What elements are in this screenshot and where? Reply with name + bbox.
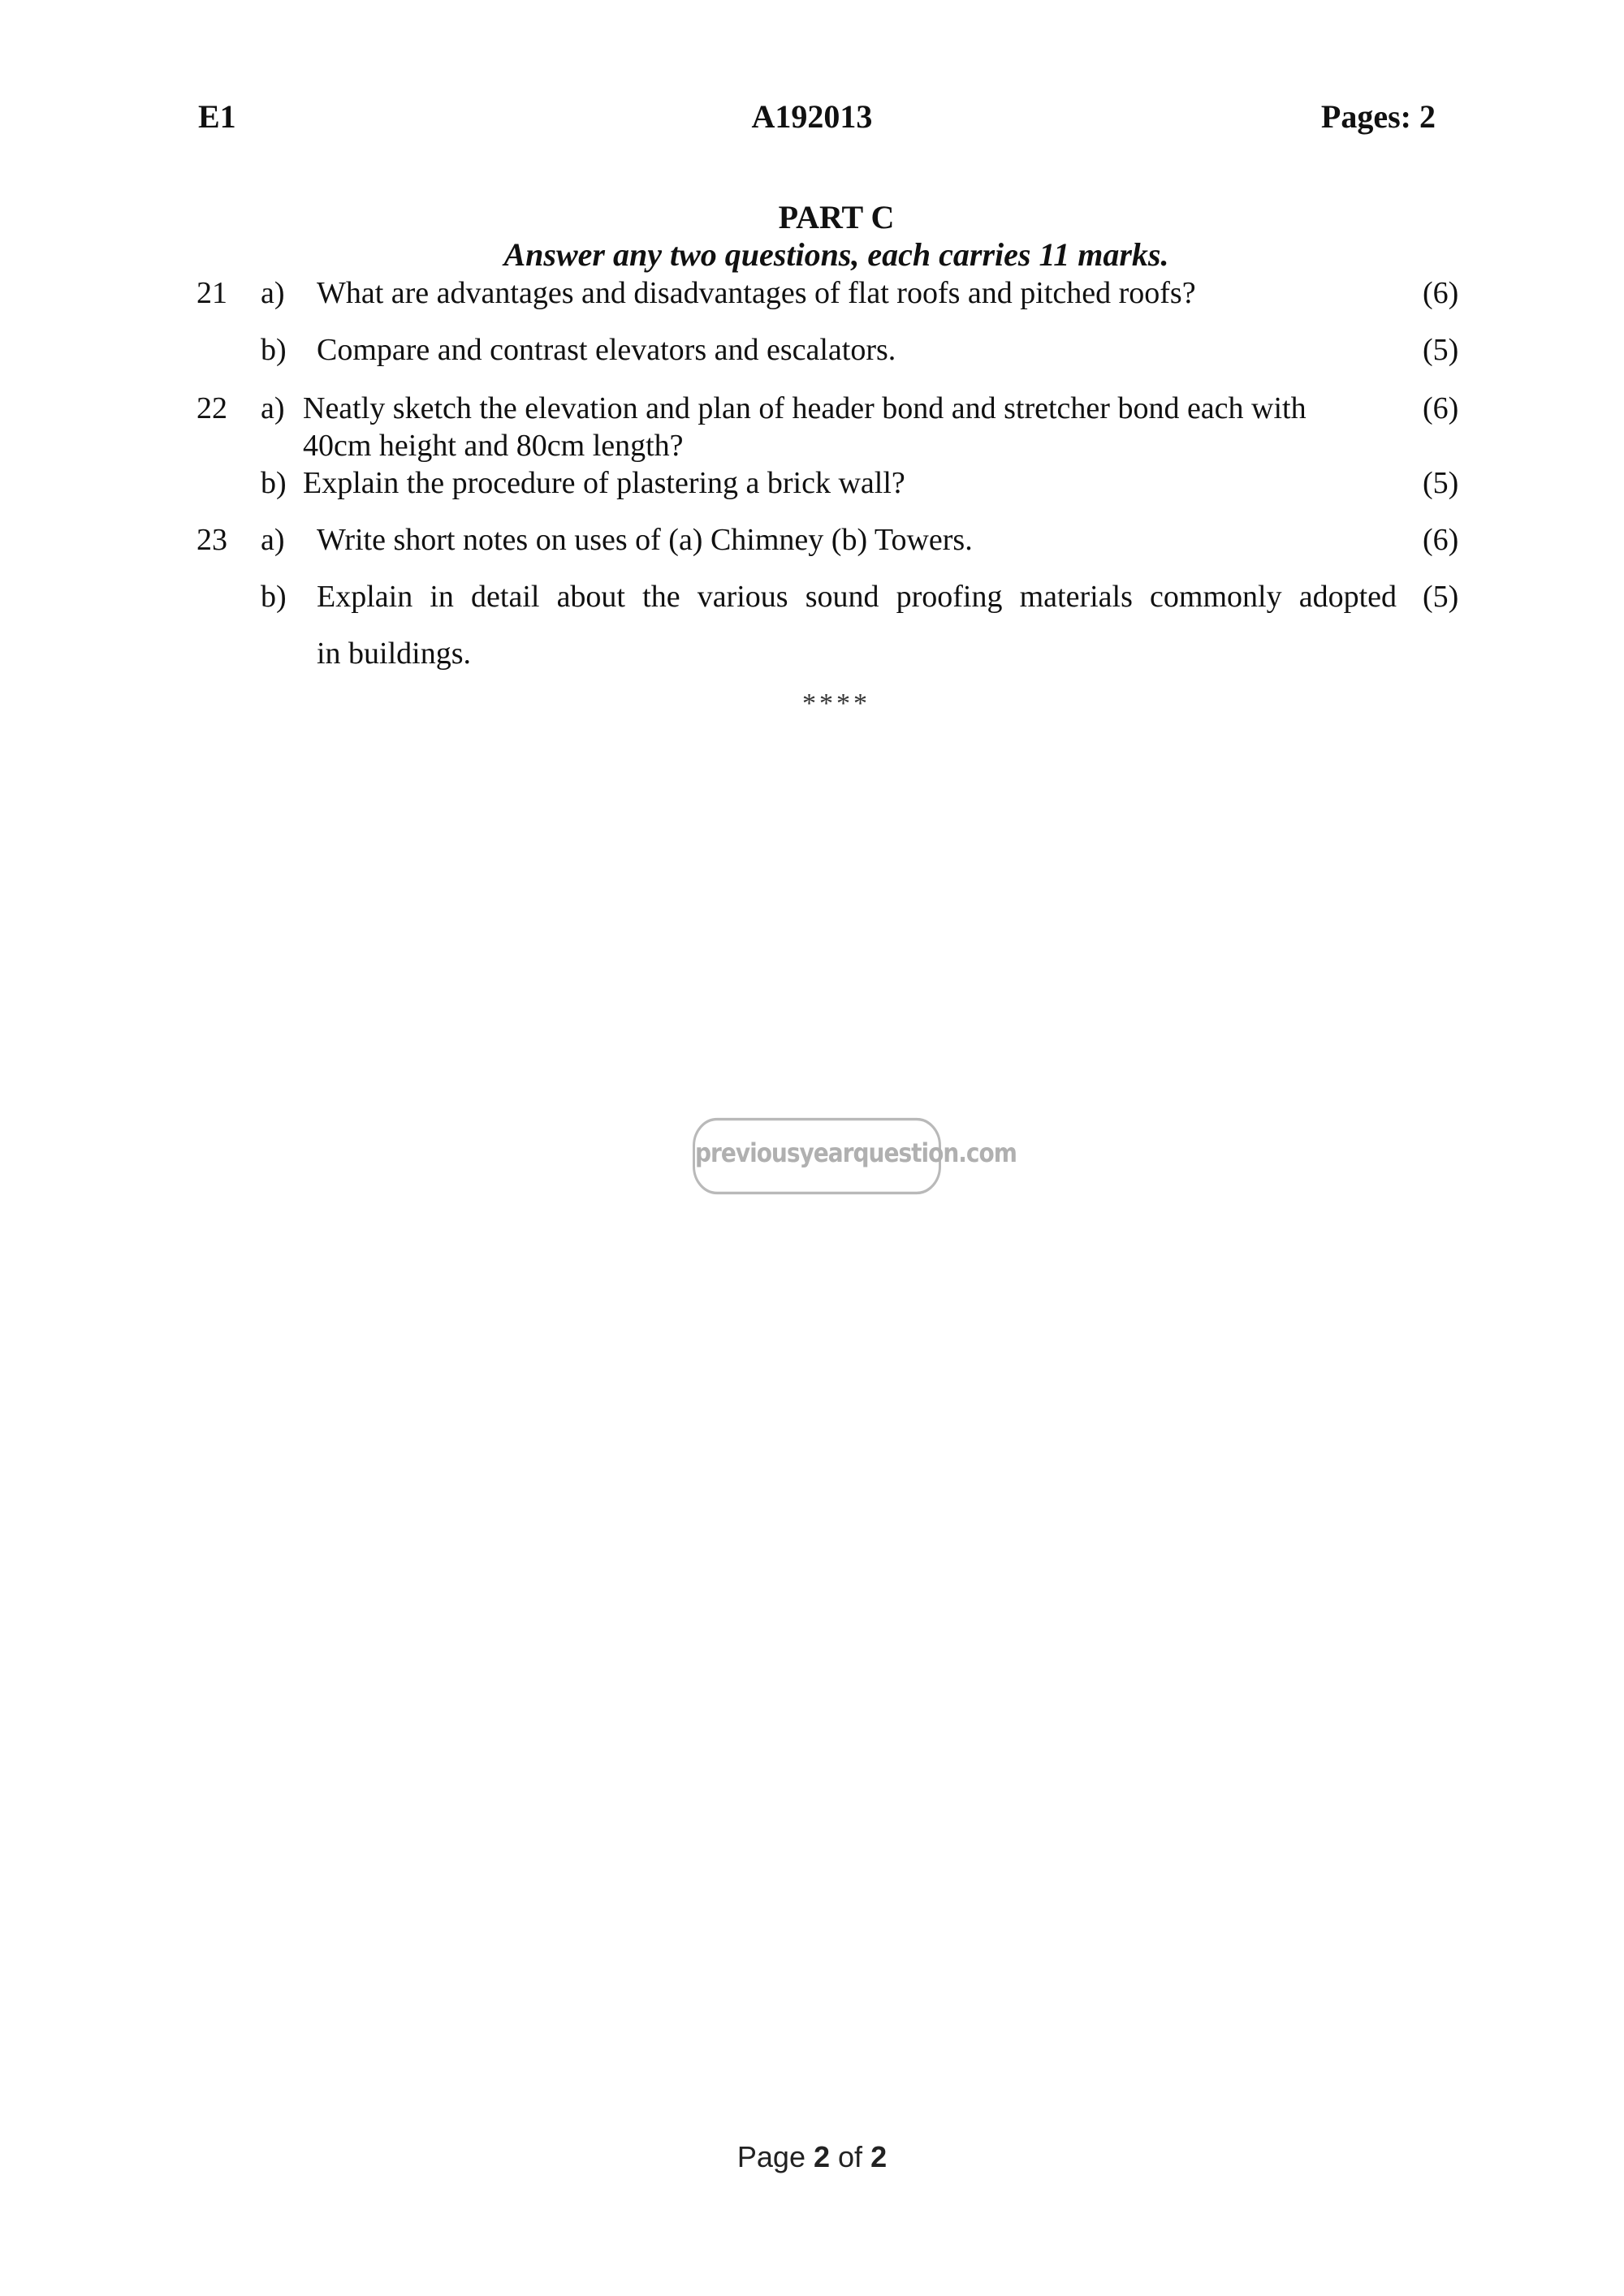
question-part-text: Explain in detail about the various sound proofing materials commonly adopted — [317, 580, 1397, 614]
question-marks: (6) — [1423, 523, 1459, 557]
footer-page-word: Page — [736, 2140, 806, 2173]
question-part-text: Write short notes on uses of (a) Chimney (b) Towers. — [317, 523, 973, 557]
question-number: 21 — [197, 276, 227, 310]
end-of-paper-marker: **** — [802, 688, 870, 719]
question-number: 22 — [197, 391, 227, 425]
footer-total-pages: 2 — [870, 2140, 888, 2173]
question-marks: (6) — [1423, 276, 1459, 310]
part-instruction: Answer any two questions, each carries 11 marks. — [503, 236, 1169, 273]
question-number: 23 — [197, 523, 227, 557]
question-part-label: a) — [261, 276, 285, 310]
part-title: PART C — [778, 199, 895, 235]
question-part-label: b) — [261, 580, 287, 614]
question-part-label: b) — [261, 333, 287, 367]
watermark-logo: previousyearquestion.com — [693, 1118, 941, 1194]
question-part-text-continued: in buildings. — [317, 637, 472, 671]
question-part-label: a) — [261, 523, 285, 557]
page-count: Pages: 2 — [1320, 98, 1436, 135]
question-part-label: a) — [261, 391, 285, 425]
question-marks: (5) — [1423, 580, 1459, 614]
paper-section-code: E1 — [198, 98, 236, 135]
question-part-text: Explain the procedure of plastering a brick wall? — [303, 466, 905, 500]
question-part-text-continued: 40cm height and 80cm length? — [303, 429, 684, 463]
page-footer — [0, 2140, 1624, 2174]
footer-of-word: of — [838, 2140, 863, 2173]
question-part-text: Neatly sketch the elevation and plan of header bond and stretcher bond each with — [303, 391, 1307, 425]
footer-current-page: 2 — [813, 2140, 831, 2173]
paper-code: A192013 — [751, 98, 873, 135]
question-marks: (5) — [1423, 466, 1459, 500]
question-marks: (6) — [1423, 391, 1459, 425]
question-marks: (5) — [1423, 333, 1459, 367]
question-part-text: What are advantages and disadvantages of flat roofs and pitched roofs? — [317, 276, 1196, 310]
question-part-label: b) — [261, 466, 287, 500]
question-part-text: Compare and contrast elevators and escalators. — [317, 333, 896, 367]
